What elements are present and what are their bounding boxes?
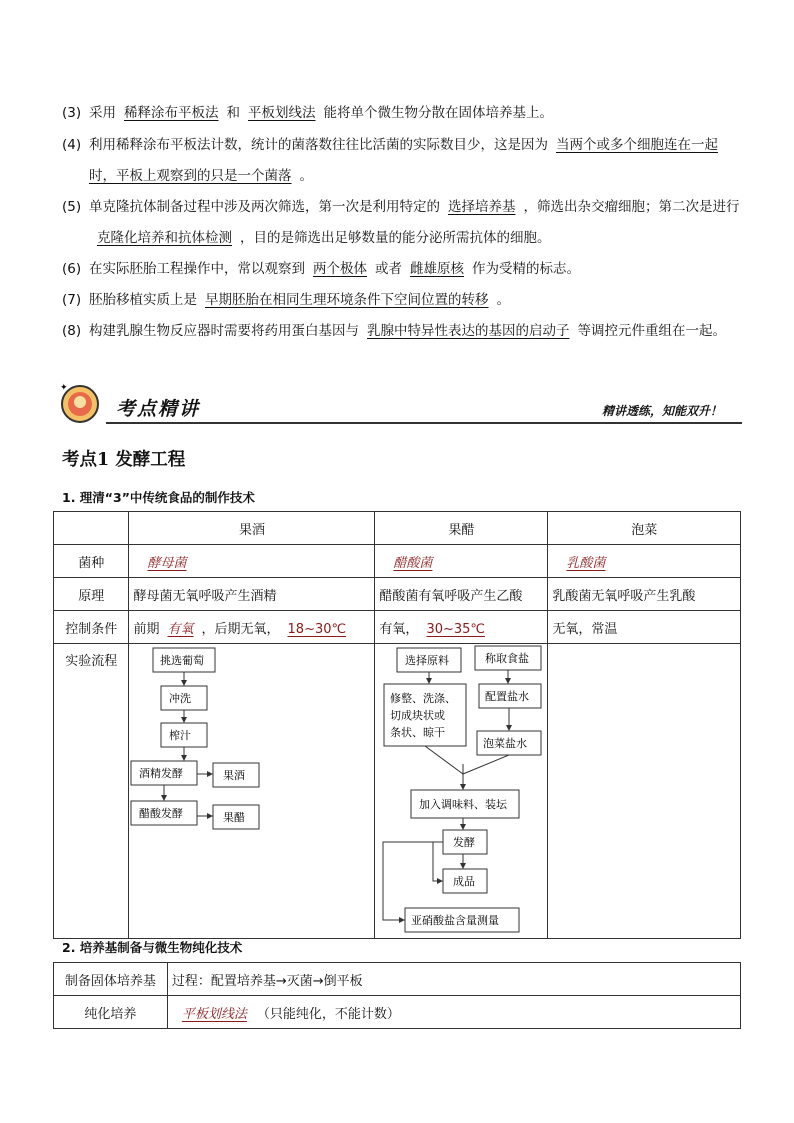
question-fragment: ，目的是筛选出足够数量的能分泌所需抗体的细胞。 — [240, 230, 551, 246]
header-blank — [54, 512, 129, 545]
flow-step: 发酵 — [453, 836, 476, 849]
flow-step: 冲洗 — [169, 692, 192, 705]
flow-step: 酒精发酵 — [139, 767, 184, 780]
kimchi-flowchart — [375, 644, 547, 934]
cell — [375, 545, 548, 578]
table-row-principle — [54, 578, 741, 611]
cell: 醋酸菌有氧呼吸产生乙酸 — [375, 578, 548, 611]
fermentation-table — [53, 511, 741, 939]
question-fragment: 采用 — [89, 105, 116, 121]
answer-blank: 乳腺中特异性表达的基因的启动子 — [367, 323, 570, 339]
question-item — [62, 254, 742, 285]
empty-cell — [548, 644, 741, 939]
question-item — [62, 98, 742, 129]
subsection-title-1: 1. 理清“3”中传统食品的制作技术 — [62, 490, 255, 505]
question-number: (4) — [62, 137, 82, 153]
answer-blank: 平板划线法 — [181, 1006, 247, 1022]
answer-blank: 当两个或多个细胞连在一起时，平板上观察到的只是一个菌落 — [89, 137, 718, 184]
cell — [129, 545, 375, 578]
flow-step: 修整、洗涤、 — [390, 692, 457, 705]
question-text — [89, 192, 742, 254]
answer-blank: 克隆化培养和抗体检测 — [97, 230, 232, 246]
banner-title: 考点精讲 — [116, 398, 201, 420]
row-label: 制备固体培养基 — [54, 963, 168, 996]
answer-blank: 有氧 — [167, 621, 194, 637]
flow-step: 切成块状或 — [390, 709, 446, 722]
table-row — [54, 963, 741, 996]
wine-flowchart — [129, 644, 369, 934]
table-row — [54, 996, 741, 1029]
question-fragment: 。 — [299, 168, 313, 184]
cell: 过程：配置培养基→灭菌→倒平板 — [167, 963, 740, 996]
question-fragment: 利用稀释涂布平板法计数，统计的菌落数往往比活菌的实际数目少，这是因为 — [89, 137, 548, 153]
answer-blank: 酵母菌 — [147, 555, 187, 571]
cell-text: 前期 — [133, 621, 160, 637]
row-label: 控制条件 — [54, 611, 129, 644]
table-row-flow — [54, 644, 741, 939]
cell: 酵母菌无氧呼吸产生酒精 — [129, 578, 375, 611]
row-label: 原理 — [54, 578, 129, 611]
cell: 乳酸菌无氧呼吸产生乳酸 — [548, 578, 741, 611]
cell — [548, 545, 741, 578]
row-label: 纯化培养 — [54, 996, 168, 1029]
table-row-condition — [54, 611, 741, 644]
answer-blank: 雌雄原核 — [410, 261, 464, 277]
question-text — [89, 98, 742, 129]
flow-step: 称取食盐 — [485, 652, 530, 665]
answer-blank: 30~35℃ — [426, 621, 486, 637]
question-number: (6) — [62, 261, 82, 277]
cell-text: ，后期无氧， — [201, 621, 280, 637]
question-fragment: 单克隆抗体制备过程中涉及两次筛选，第一次是利用特定的 — [89, 199, 440, 215]
kimchi-flow-cell — [375, 644, 548, 939]
question-fragment: 构建乳腺生物反应器时需要将药用蛋白基因与 — [89, 323, 359, 339]
section-banner — [58, 383, 742, 428]
question-fragment: 和 — [226, 105, 240, 121]
row-label: 菌种 — [54, 545, 129, 578]
question-fragment: 或者 — [375, 261, 402, 277]
culture-table — [53, 962, 741, 1029]
flow-step: 泡菜盐水 — [483, 737, 528, 750]
question-item — [62, 285, 742, 316]
answer-blank: 稀释涂布平板法 — [124, 105, 219, 121]
flow-step: 挑选葡萄 — [160, 654, 205, 667]
question-number: (5) — [62, 199, 82, 215]
question-number: (3) — [62, 105, 82, 121]
question-fragment: 胚胎移植实质上是 — [89, 292, 197, 308]
cell — [129, 611, 375, 644]
question-fragment: ，筛选出杂交瘤细胞；第二次是进行 — [523, 199, 740, 215]
question-text — [89, 254, 742, 285]
header-kimchi: 泡菜 — [548, 512, 741, 545]
flow-step: 醋酸发酵 — [139, 807, 184, 820]
cell: 无氧，常温 — [548, 611, 741, 644]
cell — [167, 996, 740, 1029]
cell-text: 有氧， — [379, 621, 419, 637]
cell — [375, 611, 548, 644]
answer-blank: 乳酸菌 — [566, 555, 606, 571]
question-text — [89, 285, 742, 316]
row-label: 实验流程 — [54, 644, 129, 939]
flow-step: 成品 — [453, 875, 476, 888]
badge-icon — [58, 382, 102, 426]
answer-blank: 醋酸菌 — [393, 555, 433, 571]
banner-divider — [106, 422, 742, 424]
question-number: (7) — [62, 292, 82, 308]
question-fragment: 等调控元件重组在一起。 — [577, 323, 726, 339]
flow-step: 榨汁 — [169, 729, 192, 742]
subsection-title-2: 2. 培养基制备与微生物纯化技术 — [62, 940, 243, 955]
question-text — [89, 316, 742, 347]
flow-step: 条状、晾干 — [390, 726, 446, 739]
question-fragment: 作为受精的标志。 — [472, 261, 580, 277]
header-vinegar: 果醋 — [375, 512, 548, 545]
header-wine: 果酒 — [129, 512, 375, 545]
section-title: 考点1 发酵工程 — [62, 450, 186, 470]
answer-blank: 18~30℃ — [287, 621, 347, 637]
banner-slogan: 精讲透练，知能双升！ — [601, 404, 722, 418]
question-fragment: 。 — [496, 292, 510, 308]
table-row-strain — [54, 545, 741, 578]
answer-blank: 早期胚胎在相同生理环境条件下空间位置的转移 — [205, 292, 489, 308]
question-text — [89, 130, 742, 192]
answer-blank: 选择培养基 — [448, 199, 516, 215]
wine-flow-cell — [129, 644, 375, 939]
question-item — [62, 192, 742, 254]
cell-text: （只能纯化，不能计数） — [256, 1006, 400, 1022]
answer-blank: 平板划线法 — [248, 105, 316, 121]
flow-step: 配置盐水 — [485, 690, 530, 703]
flow-step: 加入调味料、装坛 — [419, 798, 508, 811]
table-header-row — [54, 512, 741, 545]
flow-step: 果醋 — [223, 811, 246, 824]
flow-step: 选择原料 — [405, 654, 450, 667]
flow-step: 果酒 — [223, 769, 246, 782]
question-fragment: 能将单个微生物分散在固体培养基上。 — [323, 105, 553, 121]
answer-blank: 两个极体 — [313, 261, 367, 277]
question-fragment: 在实际胚胎工程操作中，常以观察到 — [89, 261, 305, 277]
question-item — [62, 130, 742, 192]
question-item — [62, 316, 742, 347]
question-number: (8) — [62, 323, 82, 339]
flow-step: 亚硝酸盐含量测量 — [411, 914, 500, 927]
svg-text:✦: ✦ — [60, 383, 68, 393]
